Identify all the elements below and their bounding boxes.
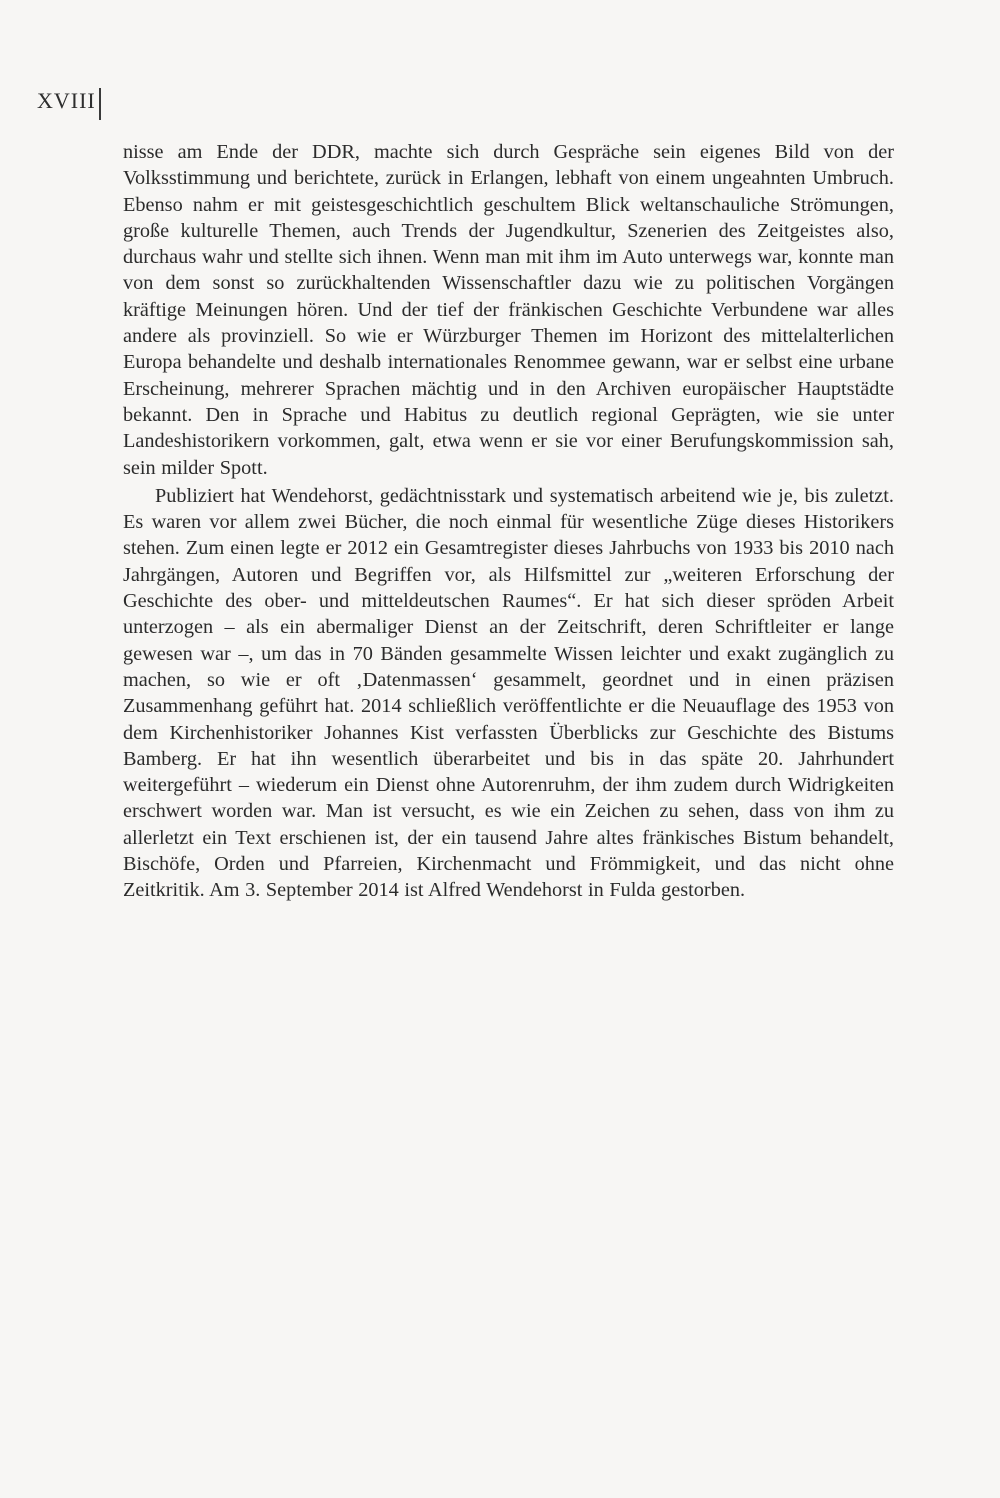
paragraph-continued: nisse am Ende der DDR, machte sich durch Gespräche sein eigenes Bild von der Volksstimmung und berichtete, zurück in Erlangen, lebhaft von einem ungeahnten Umbruch. Ebenso nahm er mit geistesgeschichtlich geschultem Blick weltanschauliche Strömungen, große kulturelle Themen, auch Trends der Jugendkultur, Szenerien des Zeitgeistes also, durchaus wahr und stellte sich ihnen. Wenn man mit ihm im Auto unterwegs war, konnte man von dem sonst so zurückhaltenden Wissenschaftler dazu wie zu politischen Vorgängen kräftige Meinungen hören. Und der tief der fränkischen Geschichte Verbundene war alles andere als provinziell. So wie er Würzburger Themen im Horizont des mittelalterlichen Europa behandelte und deshalb internationales Renommee gewann, war er selbst eine urbane Erscheinung, mehrerer Sprachen mächtig und in den Archiven europäischer Hauptstädte bekannt. Den in Sprache und Habitus zu deutlich regional Geprägten, wie sie unter Landeshistorikern vorkommen, galt, etwa wenn er sie vor einer Berufungskommission sah, sein milder Spott. <box>123 141 894 479</box>
page-number: XVIII <box>37 88 96 113</box>
page-number-divider <box>99 88 101 120</box>
body-text <box>123 139 894 904</box>
paragraph-publications: Publiziert hat Wendehorst, gedächtnisstark und systematisch arbeitend wie je, bis zuletzt. Es waren vor allem zwei Bücher, die noch einmal für wesentliche Züge dieses Historikers stehen. Zum einen legte er 2012 ein Gesamtregister dieses Jahrbuchs von 1933 bis 2010 nach Jahrgängen, Autoren und Begriffen vor, als Hilfsmittel zur „weiteren Erforschung der Geschichte des ober- und mitteldeutschen Raumes“. Er hat sich dieser spröden Arbeit unterzogen – als ein abermaliger Dienst an der Zeitschrift, deren Schriftleiter er lange gewesen war –, um das in 70 Bänden gesammelte Wissen leichter und exakt zugänglich zu machen, so wie er oft ‚Datenmassen‘ gesammelt, geordnet und in einen präzisen Zusammenhang geführt hat. 2014 schließlich veröffentlichte er die Neuauflage des 1953 von dem Kirchenhistoriker Johannes Kist verfassten Überblicks zur Geschichte des Bistums Bamberg. Er hat ihn wesentlich überarbeitet und bis in das späte 20. Jahrhundert weitergeführt – wiederum ein Dienst ohne Autorenruhm, der ihm zudem durch Widrigkeiten erschwert worden war. Man ist versucht, es wie ein Zeichen zu sehen, dass von ihm zu allerletzt ein Text erschienen ist, der ein tausend Jahre altes fränkisches Bistum behandelt, Bischöfe, Orden und Pfarreien, Kirchenmacht und Frömmigkeit, und das nicht ohne Zeitkritik. Am 3. September 2014 ist Alfred Wendehorst in Fulda gestorben. <box>123 484 894 902</box>
page-header <box>37 86 101 120</box>
